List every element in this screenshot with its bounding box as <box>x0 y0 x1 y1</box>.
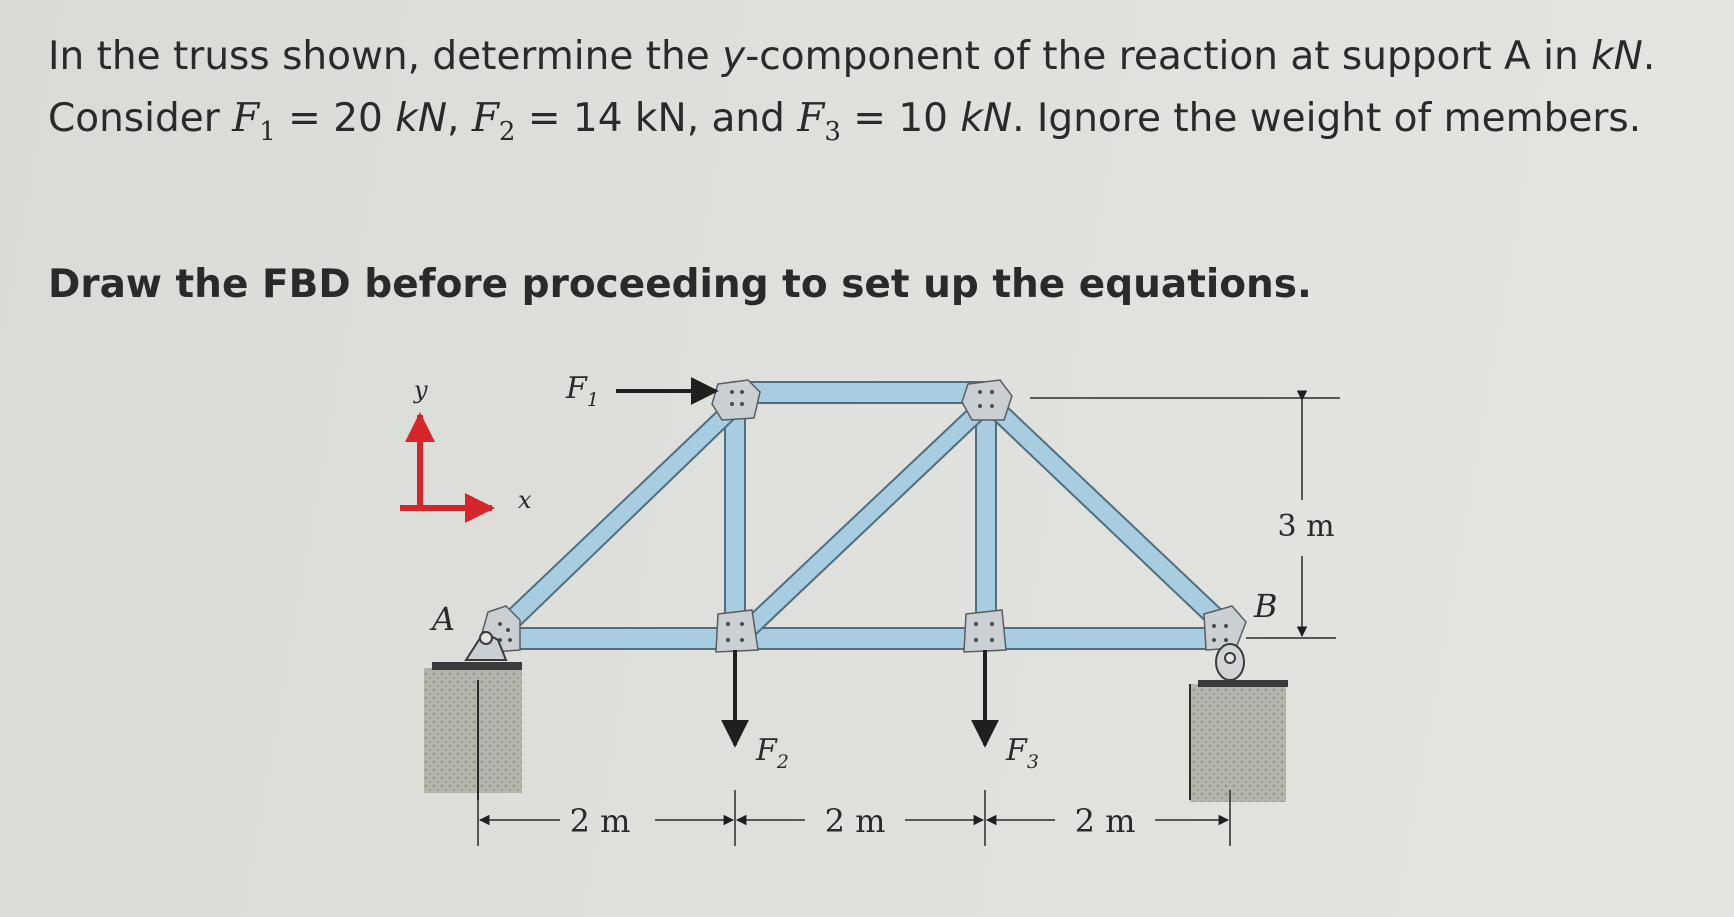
span-label-2: 2 m <box>824 802 886 840</box>
gusset-B <box>1204 606 1246 650</box>
diagonal-member-center <box>745 402 987 634</box>
gusset-top-left <box>712 380 760 420</box>
support-B-label: B <box>1254 587 1278 625</box>
instruction-text: Draw the FBD before proceeding to set up the equations. <box>48 262 1312 307</box>
force-F3-label: $F_3$ <box>1006 733 1039 773</box>
axis-y-label: y <box>414 376 428 404</box>
span-label-3: 2 m <box>1074 802 1136 840</box>
ground-right <box>1190 680 1288 802</box>
force-F3 <box>985 650 1039 773</box>
truss-members <box>495 382 1230 649</box>
support-A-label: A <box>432 600 456 638</box>
top-chord <box>733 382 983 403</box>
span-label-1: 2 m <box>569 802 631 840</box>
vertical-member-right <box>976 402 996 630</box>
force-F2-label: $F_2$ <box>756 733 789 773</box>
force-F1 <box>565 371 716 411</box>
diagonal-member-right <box>992 404 1229 631</box>
gusset-bottom-mid-left <box>716 610 758 652</box>
height-label: 3 m <box>1277 509 1335 544</box>
gusset-bottom-mid-right <box>964 610 1006 652</box>
axis-x-label: x <box>518 486 532 514</box>
diagonal-member-left <box>495 404 736 637</box>
gusset-top-right <box>962 380 1012 420</box>
vertical-member-left <box>725 402 745 630</box>
force-F1-label: $F_1$ <box>566 371 599 411</box>
question-text: In the truss shown, determine the y-component of the reaction at support A in kN. Consider $F_1 = 20$ kN, $F_2 = 14$ kN, and $F_3 = 10$ kN. Ignore the weight of members. <box>48 34 1656 147</box>
ground-left <box>424 662 522 800</box>
xy-axes-icon <box>400 376 532 514</box>
bottom-chord <box>500 628 1230 649</box>
force-F2 <box>735 650 789 773</box>
roller-support-B <box>1216 644 1244 680</box>
